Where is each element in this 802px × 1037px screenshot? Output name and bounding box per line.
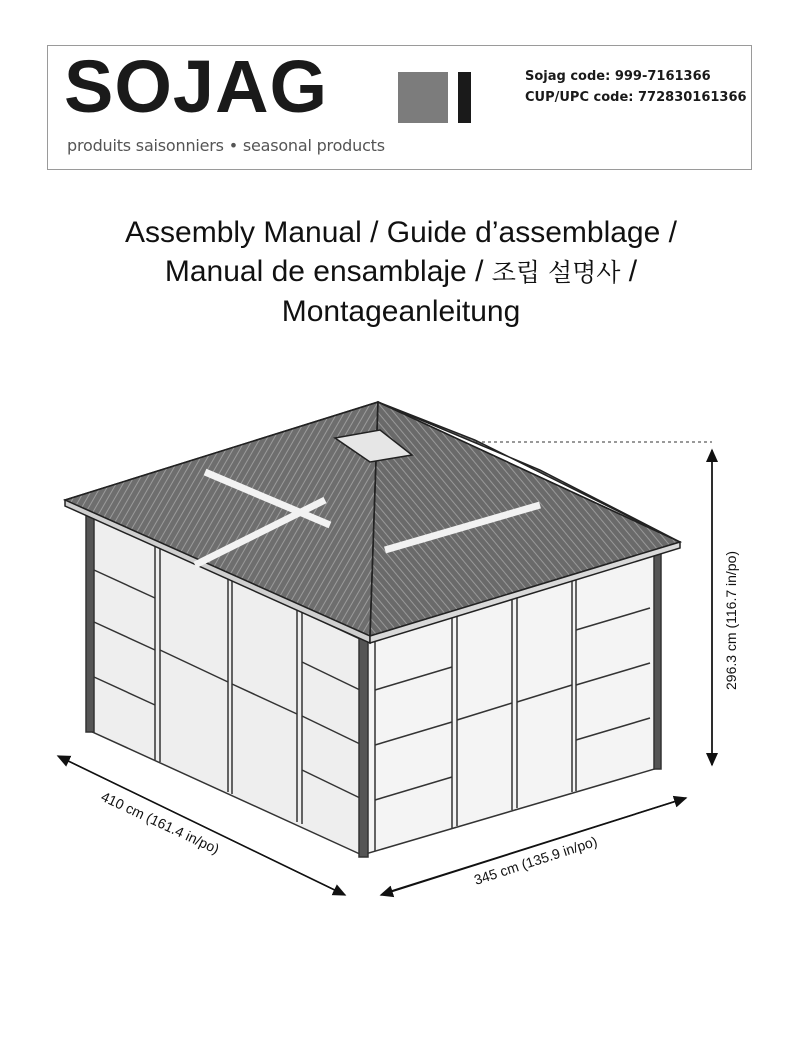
width-label: 345 cm (135.9 in/po) xyxy=(471,832,600,888)
sojag-code: Sojag code: 999-7161366 xyxy=(525,69,711,84)
logo-bar-icon xyxy=(458,72,471,123)
length-label: 410 cm (161.4 in/po) xyxy=(98,788,222,857)
title-korean: 조립 설명사 xyxy=(491,258,621,287)
brand-tagline: produits saisonniers • seasonal products xyxy=(67,136,385,155)
manual-title xyxy=(0,213,802,331)
logo-square-icon xyxy=(398,72,448,123)
height-label: 296.3 cm (116.7 in/po) xyxy=(723,550,739,690)
title-line-3: Montageanleitung xyxy=(281,295,521,328)
title-line-2-suffix: / xyxy=(620,255,638,288)
brand-logo-text: SOJAG xyxy=(64,45,329,128)
title-line-1: Assembly Manual / Guide d’assemblage / xyxy=(125,216,677,249)
title-spanish: Manual de ensamblaje / xyxy=(164,255,492,288)
title-line-2 xyxy=(0,252,802,292)
brand-header xyxy=(47,45,752,170)
gazebo-illustration xyxy=(0,380,802,920)
upc-code: CUP/UPC code: 772830161366 xyxy=(525,90,747,105)
product-codes xyxy=(525,66,747,108)
